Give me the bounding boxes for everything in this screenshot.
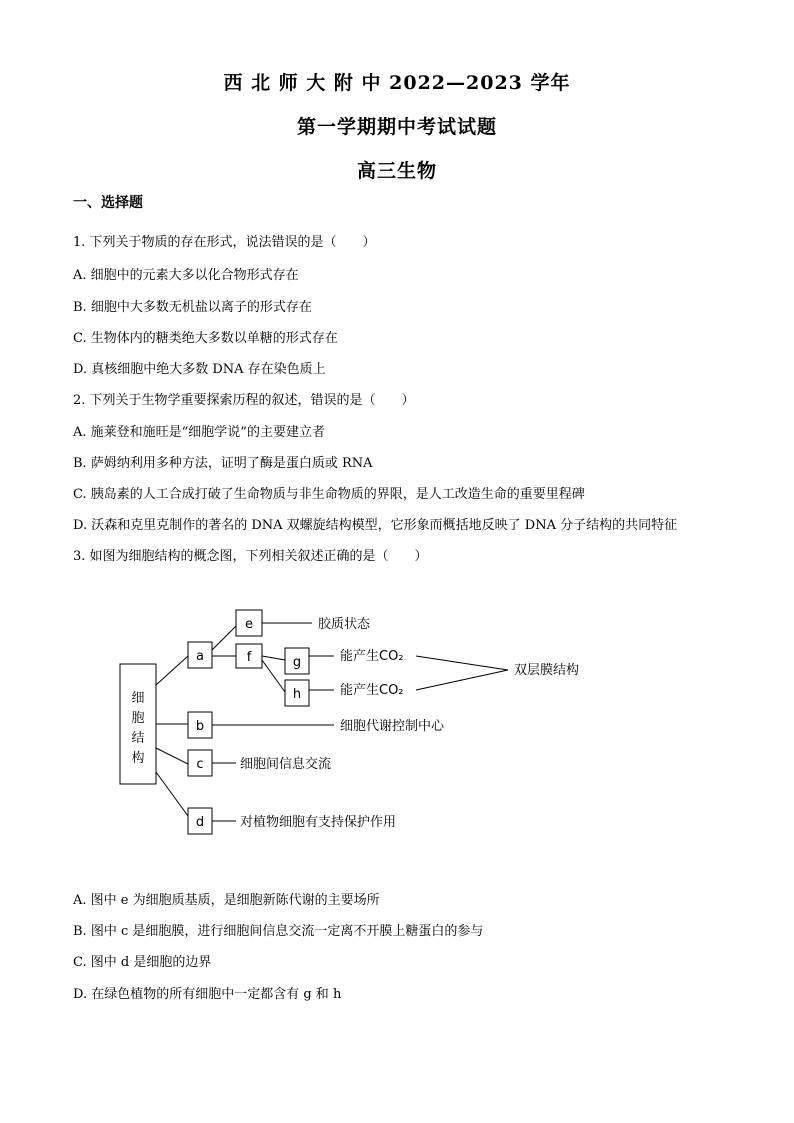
school-year-title: 西 北 师 大 附 中 2022—2023 学年 — [223, 72, 571, 94]
node-f-label: f — [246, 650, 252, 665]
node-c-label: c — [196, 757, 204, 772]
node-g-label: g — [292, 655, 302, 670]
question-3-stem: 3. 如图为细胞结构的概念图，下列相关叙述正确的是（ ） — [73, 549, 428, 564]
node-a-label: a — [196, 649, 204, 664]
label-double-membrane: 双层膜结构 — [514, 663, 580, 678]
question-1-option-d: D. 真核细胞中绝大多数 DNA 存在染色质上 — [73, 362, 326, 377]
diagram-root-char-1: 细 — [131, 691, 145, 706]
question-1-option-a: A. 细胞中的元素大多以化合物形式存在 — [73, 268, 299, 283]
diagram-root-char-3: 结 — [131, 731, 145, 746]
question-3-option-a: A. 图中 e 为细胞质基质，是细胞新陈代谢的主要场所 — [73, 893, 380, 908]
label-g: 能产生CO₂ — [340, 649, 404, 664]
question-3-option-c: C. 图中 d 是细胞的边界 — [73, 955, 212, 970]
diagram-root-char-2: 胞 — [131, 711, 145, 726]
question-2-option-a: A. 施莱登和施旺是“细胞学说”的主要建立者 — [73, 425, 325, 440]
question-3-option-b: B. 图中 c 是细胞膜，进行细胞间信息交流一定离不开膜上糖蛋白的参与 — [73, 924, 484, 939]
question-2-stem: 2. 下列关于生物学重要探索历程的叙述，错误的是（ ） — [73, 393, 415, 408]
exam-title: 第一学期期中考试试题 — [296, 116, 497, 138]
node-e-label: e — [245, 617, 253, 632]
subject-title: 高三生物 — [356, 160, 437, 182]
node-d-label: d — [195, 815, 205, 830]
label-b: 细胞代谢控制中心 — [340, 719, 445, 734]
question-1-stem: 1. 下列关于物质的存在形式，说法错误的是（ ） — [73, 235, 376, 250]
label-e: 胶质状态 — [318, 617, 371, 632]
node-b-label: b — [195, 719, 205, 734]
label-c: 细胞间信息交流 — [240, 757, 332, 772]
label-d: 对植物细胞有支持保护作用 — [240, 815, 397, 830]
question-1-option-b: B. 细胞中大多数无机盐以离子的形式存在 — [73, 300, 312, 315]
question-2-option-d: D. 沃森和克里克制作的著名的 DNA 双螺旋结构模型，它形象而概括地反映了 DNA 分子结构的共同特征 — [73, 518, 678, 533]
section-heading: 一、选择题 — [73, 195, 143, 211]
node-h-label: h — [292, 687, 302, 702]
diagram-root-char-4: 构 — [131, 751, 145, 766]
label-h: 能产生CO₂ — [340, 683, 404, 698]
question-3-option-d: D. 在绿色植物的所有细胞中一定都含有 g 和 h — [73, 987, 342, 1002]
question-2-option-b: B. 萨姆纳利用多种方法，证明了酶是蛋白质或 RNA — [73, 456, 373, 471]
question-2-option-c: C. 胰岛素的人工合成打破了生命物质与非生命物质的界限，是人工改造生命的重要里程碑 — [73, 487, 585, 502]
question-1-option-c: C. 生物体内的糖类绝大多数以单糖的形式存在 — [73, 331, 338, 346]
